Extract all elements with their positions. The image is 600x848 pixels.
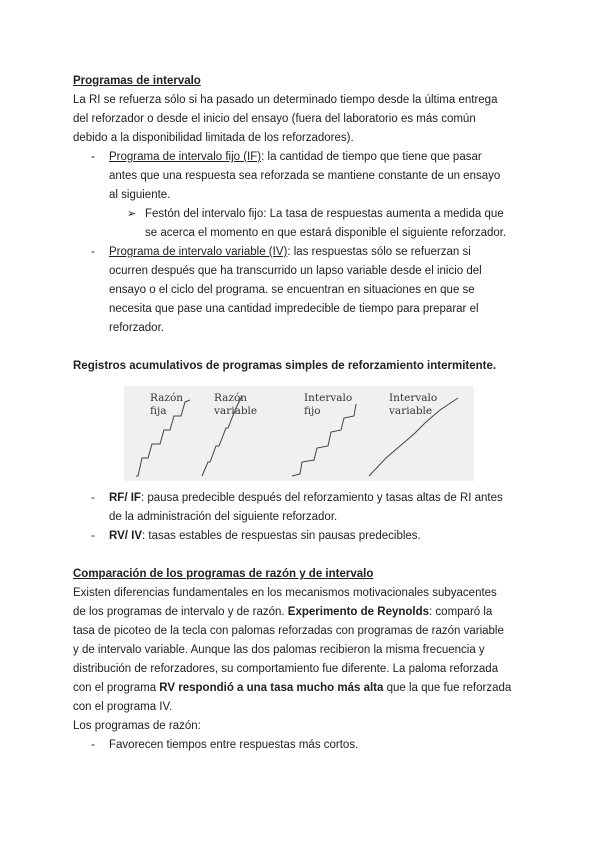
label-razon-variable-2: variable	[214, 405, 258, 417]
paragraph-line: del reforzador o desde el inicio del ensayo (fuera del laboratorio es más común	[73, 113, 476, 125]
term-if: Programa de intervalo fijo (IF)	[109, 151, 262, 163]
dash-bullet: -	[91, 530, 95, 542]
label-razon-fija-2: fija	[150, 405, 167, 417]
dash-bullet: -	[91, 492, 95, 504]
label-intervalo-fijo-2: fijo	[304, 405, 321, 417]
term-iv: Programa de intervalo variable (IV)	[109, 246, 288, 258]
label-razon-fija-1: Razón	[150, 392, 184, 404]
sub-item-feston: ➢ Festón del intervalo fijo: La tasa de respuestas aumenta a medida que se acerca el momento en que estará disponible el siguiente reforzador.	[73, 205, 533, 243]
section-heading-registros: Registros acumulativos de programas simples de reforzamiento intermitente.	[73, 360, 497, 372]
term-rv-rate: RV respondió a una tasa mucho más alta	[159, 682, 384, 694]
paragraph-line: y de intervalo variable. Aunque las dos palomas recibieron la misma frecuencia y	[73, 644, 485, 656]
label-intervalo-fijo-1: Intervalo	[304, 392, 353, 404]
dash-bullet: -	[91, 739, 95, 751]
paragraph-line: debido a la disponibilidad limitada de los reforzadores).	[73, 132, 354, 144]
list-item-razon: - Favorecen tiempos entre respuestas más cortos.	[73, 736, 533, 755]
dash-bullet: -	[91, 151, 95, 163]
section-heading-comparacion: Comparación de los programas de razón y de intervalo	[73, 568, 374, 580]
label-intervalo-variable-1: Intervalo	[389, 392, 438, 404]
section-heading-intervalo: Programas de intervalo	[73, 75, 201, 87]
paragraph-line: tasa de picoteo de la tecla con palomas reforzadas con programas de razón variable	[73, 625, 504, 637]
paragraph-line: Los programas de razón:	[73, 720, 201, 732]
arrow-bullet-icon: ➢	[127, 208, 137, 220]
list-item-iv: - Programa de intervalo variable (IV): las respuestas sólo se refuerzan si ocurren después que ha transcurrido un lapso variable desde el inicio del ensayo o el ciclo del programa. se encuentran en situaciones en que se necesita que pase una cantidad impredecible de tiempo para preparar el reforzador.	[73, 243, 533, 338]
curve-intervalo-fijo	[292, 404, 356, 476]
list-item-rviv: - RV/ IV: tasas estables de respuestas sin pausas predecibles.	[73, 527, 533, 546]
document-page: Programas de intervalo La RI se refuerza sólo si ha pasado un determinado tiempo desde la última entrega del reforzador o desde el inicio del ensayo (fuera del laboratorio es más común debido a la disponibilidad limitada de los reforzadores). - Programa de intervalo fijo (IF): la cantidad de tiempo que tiene que pasar antes que una respuesta sea reforzada se mantiene constante de un ensayo al siguiente. ➢ Festón del intervalo fijo: La tasa de respuestas aumenta a medida que se acerca el momento en que estará disponible el siguiente reforzador. - Programa de intervalo variable (IV): las respuestas sólo se refuerzan si ocurren después que ha transcurrido un lapso variable desde el inicio del ensayo o el ciclo del programa. se encuentran en situaciones en que se necesita que pase una cantidad impredecible de tiempo para preparar el reforzador. Registros acumulativos de programas simples de reforzamiento intermitente. Razón fija Razón variable Intervalo fijo Intervalo variable - RF/ IF: pausa predecible después del reforzamiento y tasas altas de RI antes de la administración del siguiente reforzador. - RV/ IV: tasas estables de respuestas sin pausas predecibles. Comparación de los programas de razón y de intervalo Existen diferencias fundamentales en los mecanismos motivacionales subyacentes de los programas de intervalo y de razón. Experimento de Reynolds: comparó la tasa de picoteo de la tecla con palomas reforzadas con programas de razón variable y de intervalo variable. Aunque las dos palomas recibieron la misma frecuencia y distribución de reforzadores, su comportamiento fue diferente. La paloma reforzada con el programa RV respondió a una tasa mucho más alta que la que fue reforzada con el programa IV. Los programas de razón: - Favorecen tiempos entre respuestas más cortos.	[73, 72, 533, 755]
label-intervalo-variable-2: variable	[389, 405, 433, 417]
term-rviv: RV/ IV	[109, 530, 143, 542]
list-item-if: - Programa de intervalo fijo (IF): la cantidad de tiempo que tiene que pasar antes que una respuesta sea reforzada se mantiene constante de un ensayo al siguiente.	[73, 148, 533, 205]
list-item-rfif: - RF/ IF: pausa predecible después del reforzamiento y tasas altas de RI antes de la administración del siguiente reforzador.	[73, 489, 533, 527]
paragraph-line: distribución de reforzadores, su comportamiento fue diferente. La paloma reforzada	[73, 663, 499, 675]
paragraph-line: La RI se refuerza sólo si ha pasado un determinado tiempo desde la última entrega	[73, 94, 498, 106]
paragraph-line: con el programa IV.	[73, 701, 173, 713]
paragraph-line: Existen diferencias fundamentales en los mecanismos motivacionales subyacentes	[73, 587, 497, 599]
term-rfif: RF/ IF	[109, 492, 141, 504]
label-razon-variable-1: Razón	[214, 392, 248, 404]
term-reynolds: Experimento de Reynolds	[287, 606, 430, 618]
cumulative-records-svg	[124, 386, 474, 481]
cumulative-records-figure	[124, 386, 474, 481]
dash-bullet: -	[91, 246, 95, 258]
